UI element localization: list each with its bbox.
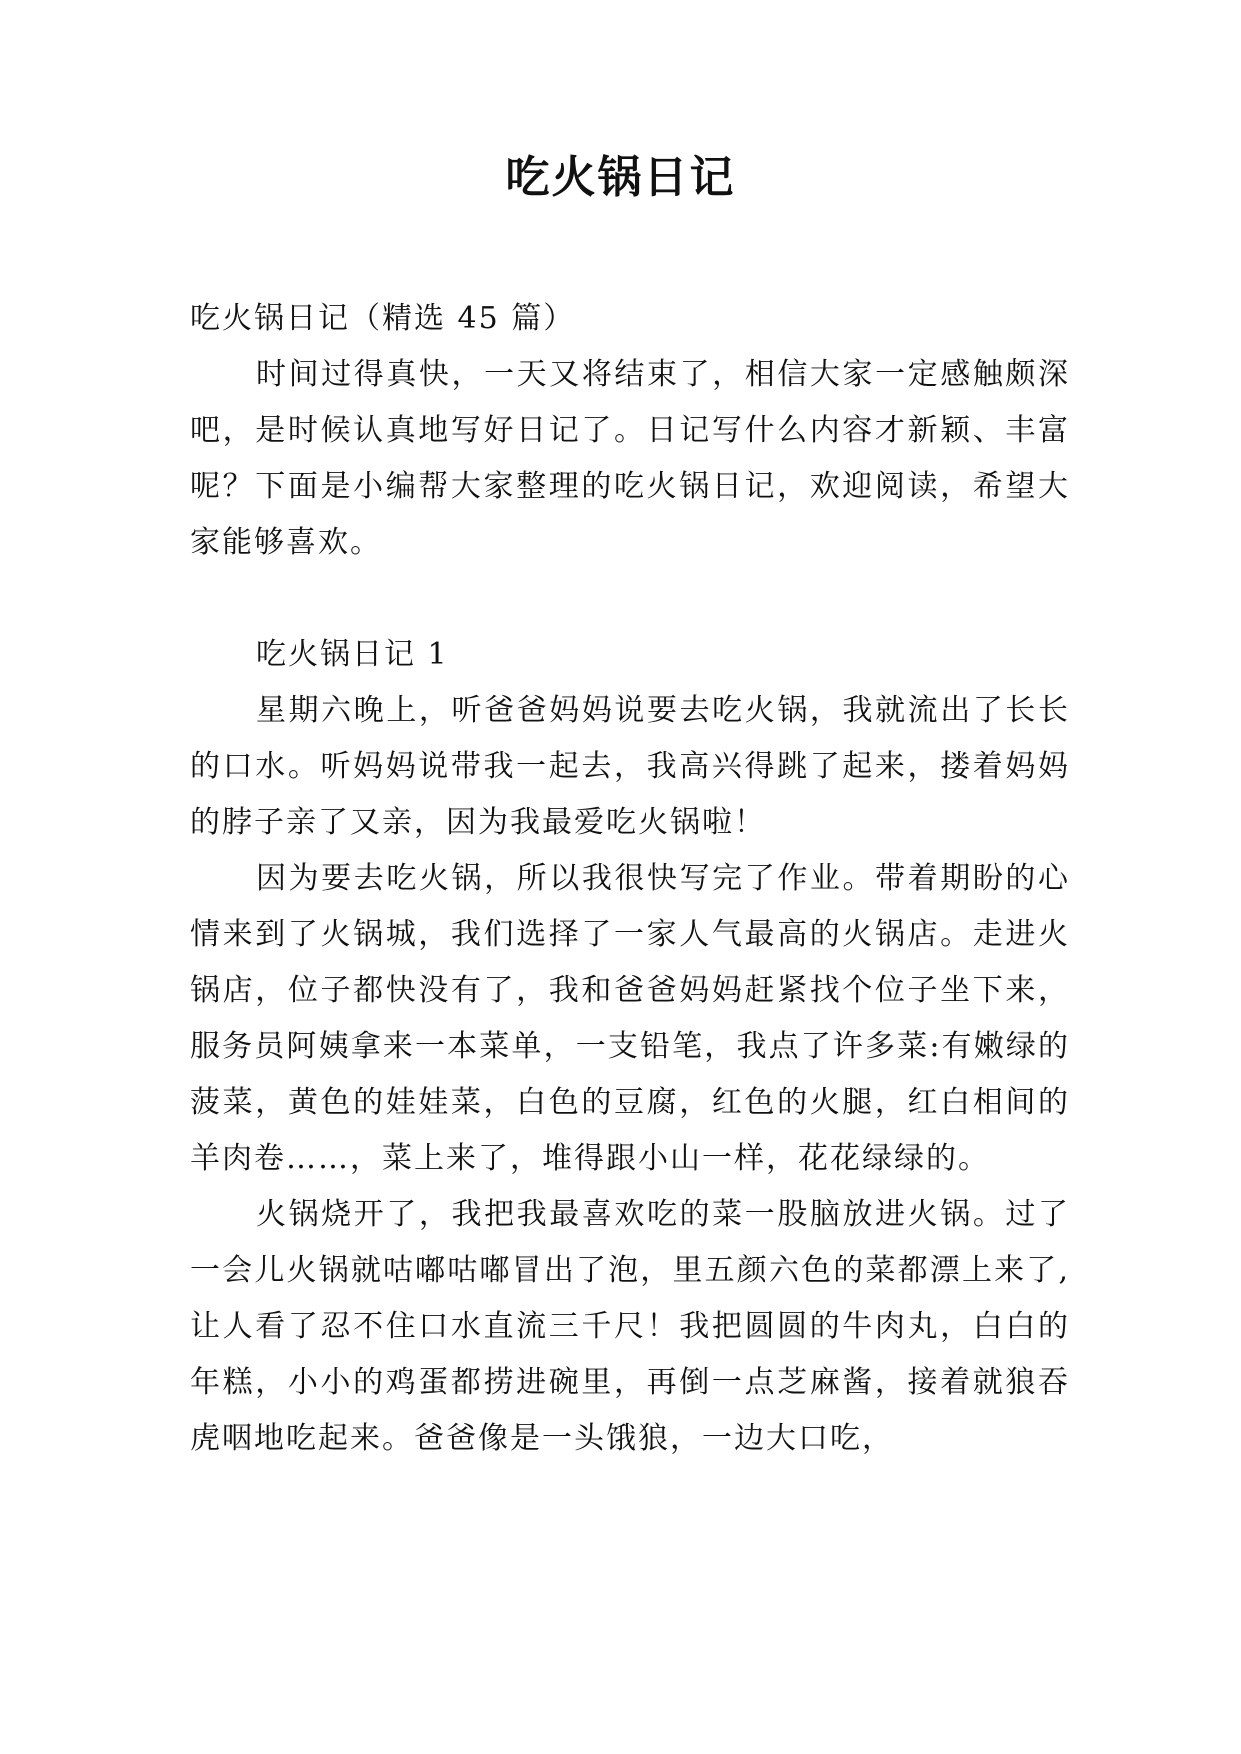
intro-paragraph: 时间过得真快，一天又将结束了，相信大家一定感触颇深吧，是时候认真地写好日记了。日记写什么内容才新颖、丰富呢？下面是小编帮大家整理的吃火锅日记，欢迎阅读，希望大家能够喜欢。 [190,357,1070,560]
paragraph-2: 因为要去吃火锅，所以我很快写完了作业。带着期盼的心情来到了火锅城，我们选择了一家人气最高的火锅店。走进火锅店，位子都快没有了，我和爸爸妈妈赶紧找个位子坐下来，服务员阿姨拿来一本菜单，一支铅笔，我点了许多菜:有嫩绿的菠菜，黄色的娃娃菜，白色的豆腐，红色的火腿，红白相间的羊肉卷……，菜上来了，堆得跟小山一样，花花绿绿的。 [190,861,1070,1176]
document-title: 吃火锅日记 [505,152,736,203]
section-heading: 吃火锅日记 1 [256,637,449,672]
paragraph-3: 火锅烧开了，我把我最喜欢吃的菜一股脑放进火锅。过了一会儿火锅就咕嘟咕嘟冒出了泡，里五颜六色的菜都漂上来了,让人看了忍不住口水直流三千尺！我把圆圆的牛肉丸，白白的年糕，小小的鸡蛋都捞进碗里，再倒一点芝麻酱，接着就狼吞虎咽地吃起来。爸爸像是一头饿狼，一边大口吃， [190,1197,1070,1456]
document-body [190,291,1070,1467]
paragraph-1: 星期六晚上，听爸爸妈妈说要去吃火锅，我就流出了长长的口水。听妈妈说带我一起去，我高兴得跳了起来，搂着妈妈的脖子亲了又亲，因为我最爱吃火锅啦！ [190,693,1070,840]
document-subtitle: 吃火锅日记（精选 45 篇） [190,301,576,336]
section-spacer [190,571,1070,627]
